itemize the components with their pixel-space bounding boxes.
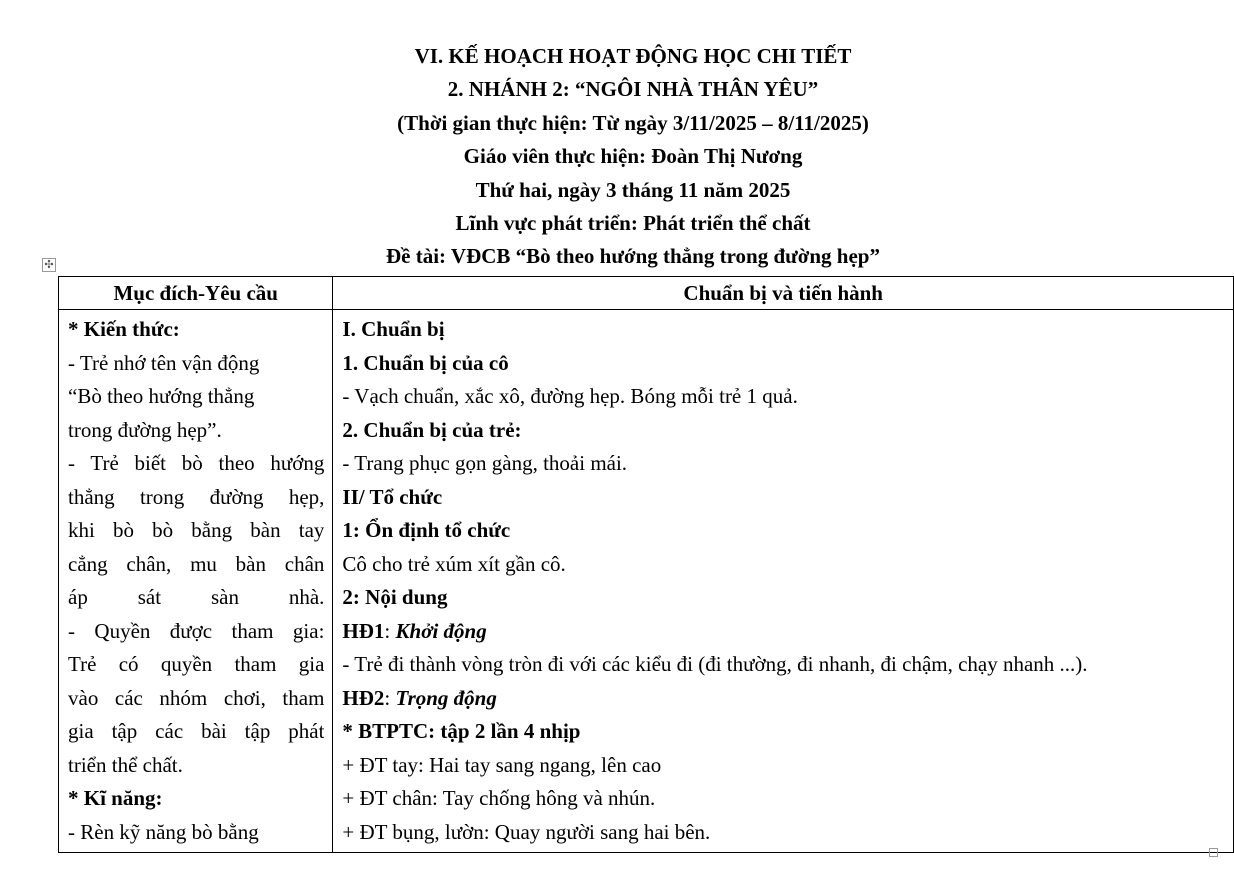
procedure-text: Khởi động [395, 618, 487, 643]
objective-line: triển thể chất. [68, 752, 183, 777]
header-objectives: Mục đích-Yêu cầu [59, 277, 333, 310]
procedure-text: + ĐT tay: Hai tay sang ngang, lên cao [342, 752, 662, 777]
procedure-text: HĐ2 [342, 685, 385, 710]
preparation-cell [333, 310, 1234, 853]
branch-title: 2. NHÁNH 2: “NGÔI NHÀ THÂN YÊU” [447, 77, 819, 102]
procedure-line [342, 749, 1225, 783]
procedure-text: Trọng động [395, 685, 497, 710]
objective-line: “Bò theo hướng thẳng [68, 384, 255, 408]
objective-line: áp sát sàn nhà. [68, 585, 325, 609]
procedure-line [342, 715, 1225, 749]
header-preparation: Chuẩn bị và tiến hành [333, 277, 1234, 310]
procedure-line [342, 514, 1225, 548]
lesson-plan-table [58, 276, 1234, 853]
objective-line: - Trẻ nhớ tên vận động [68, 350, 260, 375]
objective-line: Trẻ có quyền tham gia [68, 652, 325, 676]
procedure-text: - Trẻ đi thành vòng tròn đi với các kiểu đi (đi thường, đi nhanh, đi chậm, chạy nhanh ...). [342, 652, 1088, 676]
procedure-text: + ĐT chân: Tay chống hông và nhún. [342, 786, 656, 810]
procedure-text: 2. Chuẩn bị của trẻ: [342, 417, 522, 442]
procedure-text: * BTPTC: tập 2 lần 4 nhịp [342, 719, 581, 743]
procedure-text: - Trang phục gọn gàng, thoải mái. [342, 451, 628, 475]
procedure-line [342, 782, 1225, 816]
objective-line: - Quyền được tham gia: [68, 618, 325, 643]
procedure-text: 2: Nội dung [342, 585, 448, 609]
procedure-line [342, 581, 1225, 615]
procedure-line [342, 481, 1225, 515]
procedure-text: HĐ1 [342, 618, 385, 643]
procedure-text: II/ Tổ chức [342, 484, 443, 509]
procedure-text: I. Chuẩn bị [342, 317, 445, 341]
development-area: Lĩnh vực phát triển: Phát triển thể chất [455, 210, 811, 235]
objective-line: cẳng chân, mu bàn chân [68, 551, 325, 576]
procedure-line [342, 447, 1225, 481]
topic: Đề tài: VĐCB “Bò theo hướng thẳng trong đường hẹp” [385, 244, 880, 269]
objective-line: vào các nhóm chơi, tham [68, 685, 325, 710]
procedure-text: : [384, 685, 396, 710]
procedure-line [342, 648, 1225, 682]
objective-line: * Kĩ năng: [68, 786, 163, 810]
procedure-line [342, 682, 1225, 716]
table-resize-handle[interactable] [1209, 848, 1218, 857]
table-move-handle-icon[interactable]: ✣ [42, 258, 56, 272]
objective-line: - Rèn kỹ năng bò bằng [68, 819, 259, 844]
procedure-text: : [384, 618, 396, 643]
objective-line: - Trẻ biết bò theo hướng [68, 451, 325, 475]
document-titles [0, 40, 1234, 274]
procedure-line [342, 615, 1225, 649]
procedure-line [342, 414, 1225, 448]
procedure-text: 1: Ổn định tổ chức [342, 518, 511, 542]
procedure-text: 1. Chuẩn bị của cô [342, 350, 509, 375]
objective-line: thẳng trong đường hẹp, [68, 484, 325, 509]
objective-line: gia tập các bài tập phát [68, 719, 325, 743]
procedure-line [342, 548, 1225, 582]
section-title: VI. KẾ HOẠCH HOẠT ĐỘNG HỌC CHI TIẾT [414, 44, 852, 68]
procedure-text: - Vạch chuẩn, xắc xô, đường hẹp. Bóng mỗi trẻ 1 quả. [342, 384, 798, 408]
table-header-row [59, 277, 1234, 310]
procedure-line [342, 816, 1225, 850]
procedure-line [342, 313, 1225, 347]
procedure-text: Cô cho trẻ xúm xít gần cô. [342, 551, 566, 576]
time-range: (Thời gian thực hiện: Từ ngày 3/11/2025 – 8/11/2025) [397, 110, 869, 135]
procedure-line [342, 380, 1225, 414]
table-row [59, 310, 1234, 853]
objective-line: khi bò bò bằng bàn tay [68, 518, 325, 542]
objective-line: * Kiến thức: [68, 317, 180, 341]
objective-line: trong đường hẹp”. [68, 417, 222, 442]
procedure-line [342, 347, 1225, 381]
procedure-text: + ĐT bụng, lườn: Quay người sang hai bên. [342, 819, 711, 844]
teacher: Giáo viên thực hiện: Đoàn Thị Nương [463, 144, 803, 169]
date: Thứ hai, ngày 3 tháng 11 năm 2025 [475, 177, 791, 202]
objectives-cell [59, 310, 333, 853]
